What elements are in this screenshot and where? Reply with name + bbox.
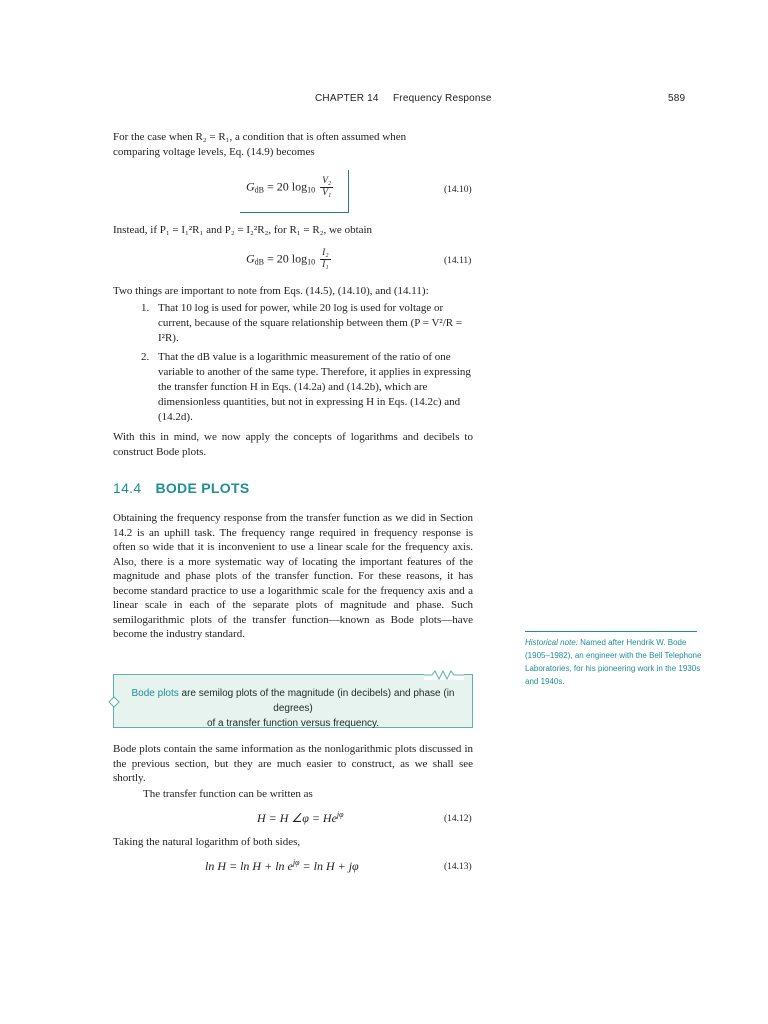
diamond-marker-icon: [108, 696, 120, 708]
bode-paragraph: Obtaining the frequency response from the transfer function as we did in Section 14.2 is an uphill task. The frequency range required in frequency response is often so wide that it is inconvenient to use a linear scale for the frequency axis. Also, there is a more systematic way of locating the important features of the magnitude and phase plots of the transfer function. For these reasons, it has become standard practice to use a logarithmic scale for the frequency axis and a linear scale in each of the separate plots of magnitude and phase. Such semilogarithmic plots of the transfer function—known as Bode plots—have become the industry standard.: [113, 512, 473, 640]
callout-line-1: are semilog plots of the magnitude (in decibels) and phase (in degrees): [178, 688, 455, 714]
running-header-title: Frequency Response: [393, 93, 492, 104]
equation-14-13: $\ln H = \ln H + \ln e^{j\varphi} = \ln H + j\varphi$: [205, 858, 359, 873]
intro-paragraph: [113, 130, 473, 159]
with-this-paragraph: With this in mind, we now apply the concepts of logarithms and decibels to construct Bode plots.: [113, 431, 473, 458]
equation-14-11: $G_{dB} = 20$ $\log_{10}$ $\frac{\text{I₂}}{\text{I₁}}$: [246, 248, 329, 270]
eq-14-10-box-vertical: [348, 170, 349, 212]
intro-line-1: For the case when R₂ = R₁, a condition that is often assumed when: [113, 131, 407, 143]
equation-14-10: $G_{dB} = 20$ $\log_{10}$ $\frac{\text{V₂}}{\text{V₁}}$: [246, 176, 332, 198]
intro-line-2: comparing voltage levels, Eq. (14.9) becomes: [113, 145, 315, 158]
section-title: BODE PLOTS: [155, 480, 250, 496]
bode-info-paragraph: Bode plots contain the same information as the nonlogarithmic plots discussed in the previous section, but they are much easier to construct, as we shall see shortly.: [113, 743, 473, 784]
taking-ln-paragraph: Taking the natural logarithm of both sides,: [113, 836, 301, 848]
list-item-text: That the dB value is a logarithmic measurement of the ratio of one variable to another of the same type. Therefore, it applies in expressing the transfer function H in Eqs. (14.2a) and (14.2b), which are dimensionless quantities, but not in expressing H in Eqs. (14.2c) and (14.2d).: [158, 351, 471, 423]
resistor-zigzag-icon: [424, 670, 464, 680]
callout-line-2: of a transfer function versus frequency.: [206, 718, 380, 729]
callout-text: [124, 686, 462, 731]
eq-14-10-box-horizontal: [240, 212, 349, 213]
equation-number-14-13: (14.13): [444, 862, 472, 872]
sidenote-rule: [525, 631, 697, 632]
sidenote-label: Historical note:: [525, 638, 578, 647]
section-heading: [113, 480, 249, 496]
running-header-chapter: CHAPTER 14: [315, 93, 379, 104]
definition-callout: [113, 674, 473, 728]
page-number: 589: [668, 93, 686, 104]
list-item-text: That 10 log is used for power, while 20 log is used for voltage or current, because of the square relationship between them (P = V²/R = I²R).: [158, 302, 463, 344]
list-item-number: 1.: [141, 302, 150, 314]
section-number: 14.4: [113, 480, 142, 496]
historical-sidenote: [525, 636, 705, 688]
transfer-function-intro: The transfer function can be written as: [143, 788, 313, 800]
sidenote-text: Named after Hendrik W. Bode (1905–1982), an engineer with the Bell Telephone Laboratories, for his pioneering work in the 1930s and 1940s.: [525, 638, 702, 686]
list-item-number: 2.: [141, 351, 150, 363]
equation-number-14-10: (14.10): [444, 185, 472, 195]
two-things-paragraph: Two things are important to note from Eqs. (14.5), (14.10), and (14.11):: [113, 285, 429, 297]
list-item: [141, 350, 471, 425]
callout-term: Bode plots: [131, 688, 179, 699]
equation-14-12: H = H ∠φ = $He^{j\varphi}$: [257, 810, 344, 825]
list-item: [141, 301, 471, 346]
equation-number-14-11: (14.11): [444, 256, 472, 266]
notes-list: [141, 301, 471, 427]
instead-paragraph: Instead, if P₁ = I₁²R₁ and P₂ = I₂²R₂, for R₁ = R₂, we obtain: [113, 224, 373, 236]
equation-number-14-12: (14.12): [444, 814, 472, 824]
